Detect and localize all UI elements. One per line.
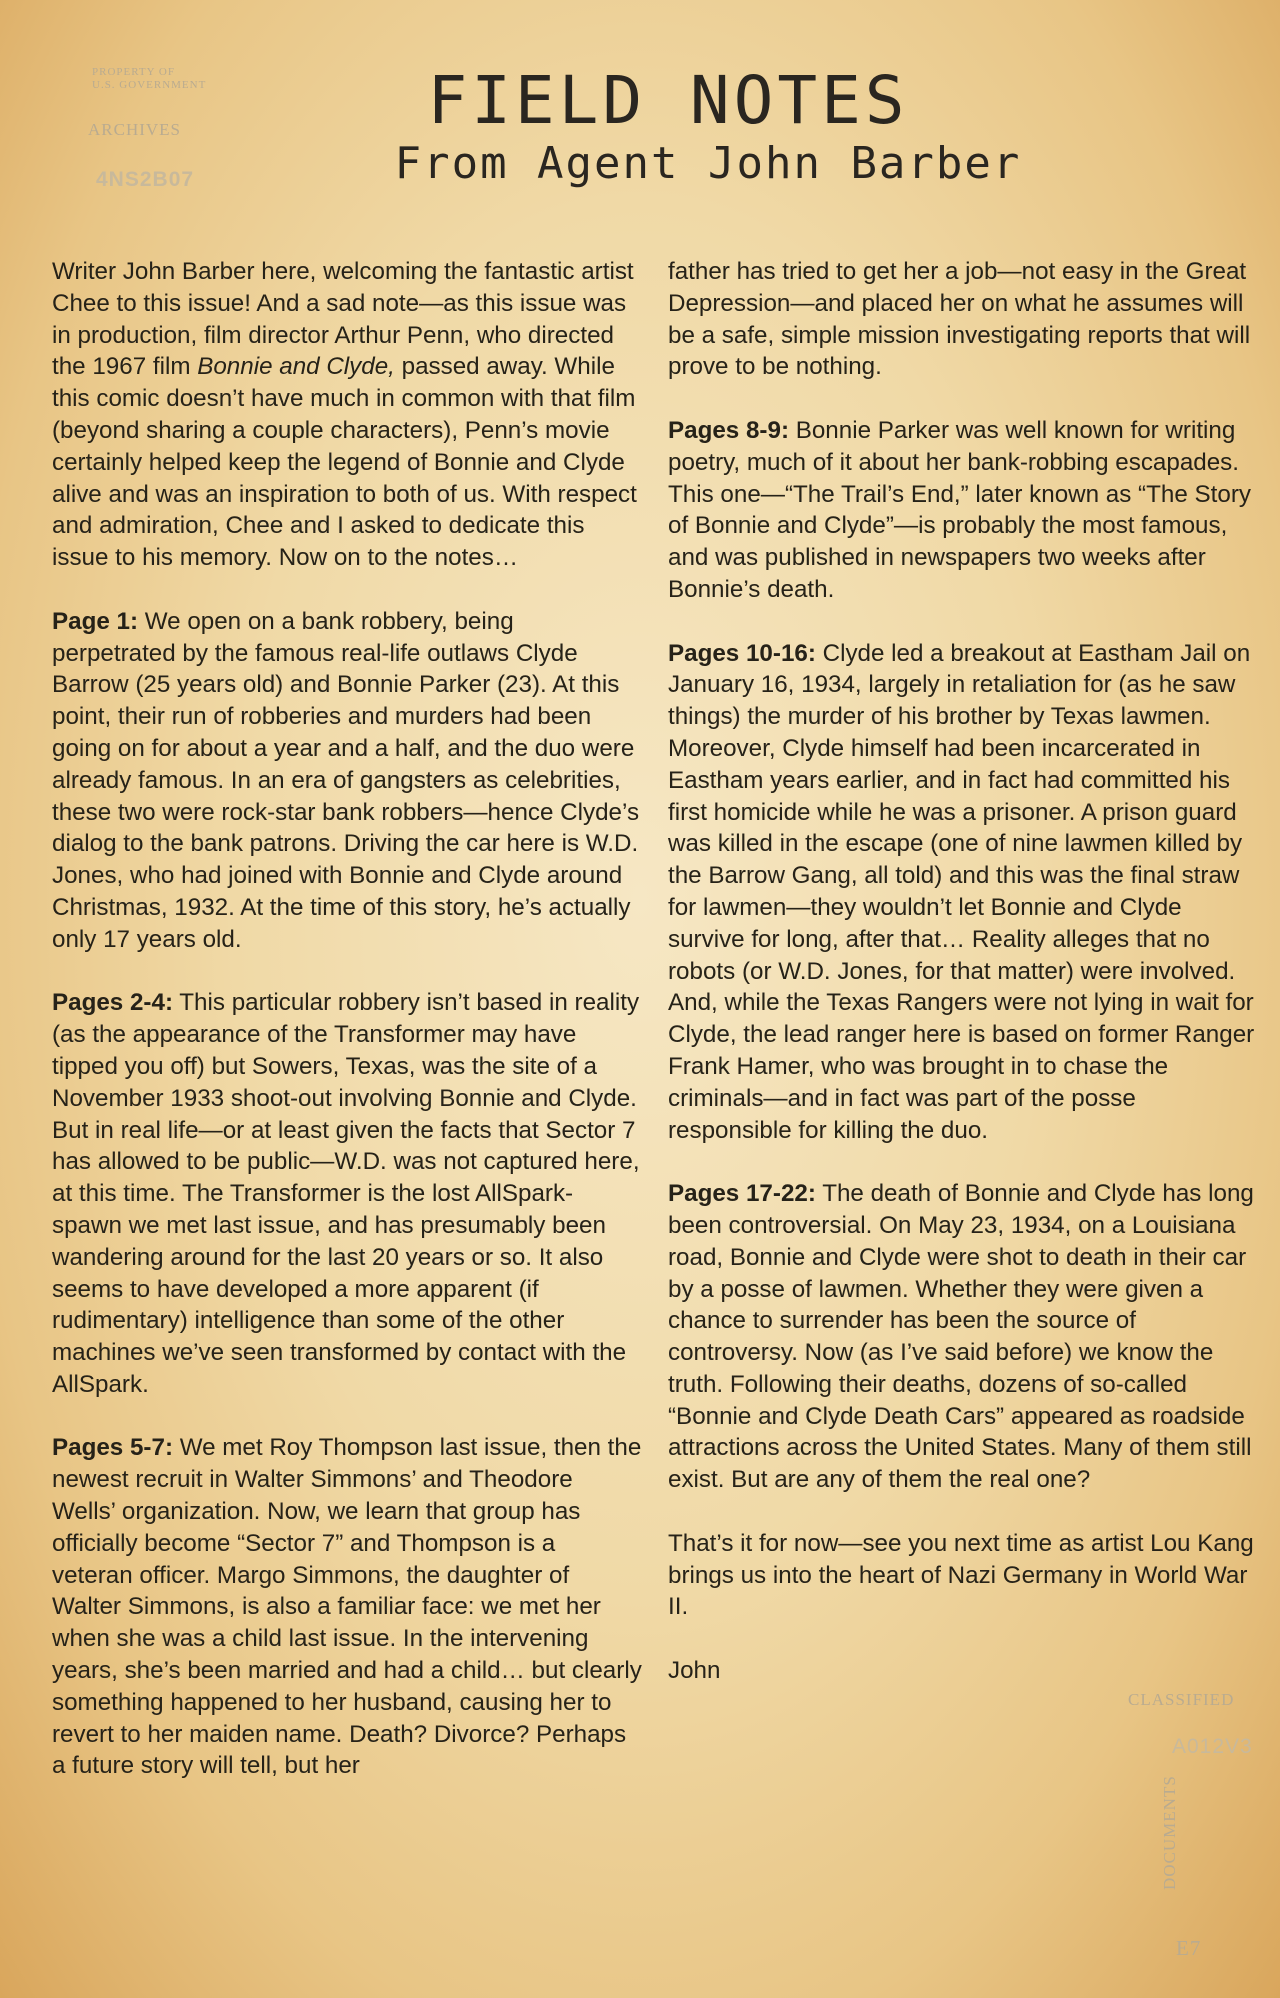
classified-code-stamp: A012V3	[1172, 1735, 1253, 1758]
left-column	[52, 256, 642, 1814]
pages5-7-heading: Pages 5-7:	[52, 1434, 173, 1462]
signature: John	[668, 1657, 721, 1685]
closing-paragraph: That’s it for now—see you next time as artist Lou Kang brings us into the heart of Nazi Germany in World War II.	[668, 1529, 1254, 1621]
continuation-paragraph: father has tried to get her a job—not easy in the Great Depression—and placed her on what he assumes will be a safe, simple mission investigating reports that will prove to be nothing.	[668, 258, 1251, 381]
pages5-7-paragraph	[52, 1432, 642, 1782]
pages10-16-paragraph	[668, 638, 1258, 1147]
documents-stamp: DOCUMENTS	[1160, 1775, 1179, 1890]
page1-heading: Page 1:	[52, 607, 139, 635]
archive-code-stamp: 4NS2B07	[96, 168, 195, 191]
page1-text: We open on a bank robbery, being perpetrated by the famous real-life outlaws Clyde Barrow (25 years old) and Bonnie Parker (23). At this point, their run of robberies and murders had been going on for about a year and a half, and the duo were already famous. In an era of gangsters as celebrities, these two were rock-star bank robbers—hence Clyde’s dialog to the bank patrons. Driving the car here is W.D. Jones, who had joined with Bonnie and Clyde around Christmas, 1932. At the time of this story, he’s actually only 17 years old.	[52, 607, 640, 953]
pages17-22-heading: Pages 17-22:	[668, 1180, 816, 1208]
intro-text-part2: passed away. While this comic doesn’t have much in common with that film (beyond sharing a couple characters), Penn’s movie certainly helped keep the legend of Bonnie and Clyde alive and was an inspiration to both of us. With respect and admiration, Chee and I asked to dedicate this issue to his memory. Now on to the notes…	[52, 353, 637, 572]
intro-text-part1: Writer John Barber here, welcoming the fantastic artist Chee to this issue! And a sad note—as this issue was in production, film director Arthur Penn, who directed the 1967 film	[52, 258, 634, 381]
pages2-4-text: This particular robbery isn’t based in reality (as the appearance of the Transformer may have tipped you off) but Sowers, Texas, was the site of a November 1933 shoot-out involving Bonnie and Clyde. But in real life—or at least given the facts that Sector 7 has allowed to be public—W.D. was not captured here, at this time. The Transformer is the lost AllSpark-spawn we met last issue, and has presumably been wandering around for the last 20 years or so. It also seems to have developed a more apparent (if rudimentary) intelligence than some of the other machines we’ve seen transformed by contact with the AllSpark.	[52, 989, 640, 1398]
pages10-16-text: Clyde led a breakout at Eastham Jail on January 16, 1934, largely in retaliation for (as he saw things) the murder of his brother by Texas lawmen. Moreover, Clyde himself had been incarcerated in Eastham years earlier, and in fact had committed his first homicide while he was a prisoner. A prison guard was killed in the escape (one of nine lawmen killed by the Barrow Gang, all told) and this was the final straw for lawmen—they wouldn’t let Bonnie and Clyde survive for long, after that… Reality alleges that no robots (or W.D. Jones, for that matter) were involved. And, while the Texas Rangers were not lying in wait for Clyde, the lead ranger here is based on former Ranger Frank Hamer, who was brought in to chase the criminals—and in fact was part of the posse responsible for killing the duo.	[668, 639, 1255, 1144]
pages8-9-heading: Pages 8-9:	[668, 416, 789, 444]
page-subtitle: From Agent John Barber	[394, 138, 1022, 189]
page1-paragraph	[52, 606, 642, 956]
pages2-4-paragraph	[52, 987, 642, 1400]
property-stamp	[92, 66, 212, 92]
page-number: E7	[1176, 1936, 1202, 1960]
pages17-22-paragraph	[668, 1178, 1258, 1496]
pages8-9-paragraph	[668, 415, 1258, 606]
property-stamp-line1: PROPERTY OF	[92, 66, 175, 78]
pages17-22-text: The death of Bonnie and Clyde has long been controversial. On May 23, 1934, on a Louisiana road, Bonnie and Clyde were shot to death in their car by a posse of lawmen. Whether they were given a chance to surrender has been the source of controversy. Now (as I’ve said before) we know the truth. Following their deaths, dozens of so-called “Bonnie and Clyde Death Cars” appeared as roadside attractions across the United States. Many of them still exist. But are any of them the real one?	[668, 1180, 1254, 1494]
pages5-7-text: We met Roy Thompson last issue, then the newest recruit in Walter Simmons’ and Theodore Wells’ organization. Now, we learn that group has officially become “Sector 7” and Thompson is a veteran officer. Margo Simmons, the daughter of Walter Simmons, is also a familiar face: we met her when she was a child last issue. In the intervening years, she’s been married and had a child… but clearly something happened to her husband, causing her to revert to her maiden name. Death? Divorce? Perhaps a future story will tell, but her	[52, 1434, 642, 1780]
pages2-4-heading: Pages 2-4:	[52, 989, 173, 1017]
pages10-16-heading: Pages 10-16:	[668, 639, 816, 667]
property-stamp-line2: U.S. GOVERNMENT	[92, 79, 207, 91]
page-title: FIELD NOTES	[427, 62, 909, 139]
intro-paragraph	[52, 256, 642, 574]
pages8-9-text: Bonnie Parker was well known for writing poetry, much of it about her bank-robbing escapades. This one—“The Trail’s End,” later known as “The Story of Bonnie and Clyde”—is probably the most famous, and was published in newspapers two weeks after Bonnie’s death.	[668, 416, 1251, 603]
right-column	[668, 256, 1258, 1719]
film-title: Bonnie and Clyde,	[197, 353, 395, 381]
archives-stamp: ARCHIVES	[88, 120, 182, 139]
classified-stamp: CLASSIFIED	[1128, 1690, 1235, 1709]
